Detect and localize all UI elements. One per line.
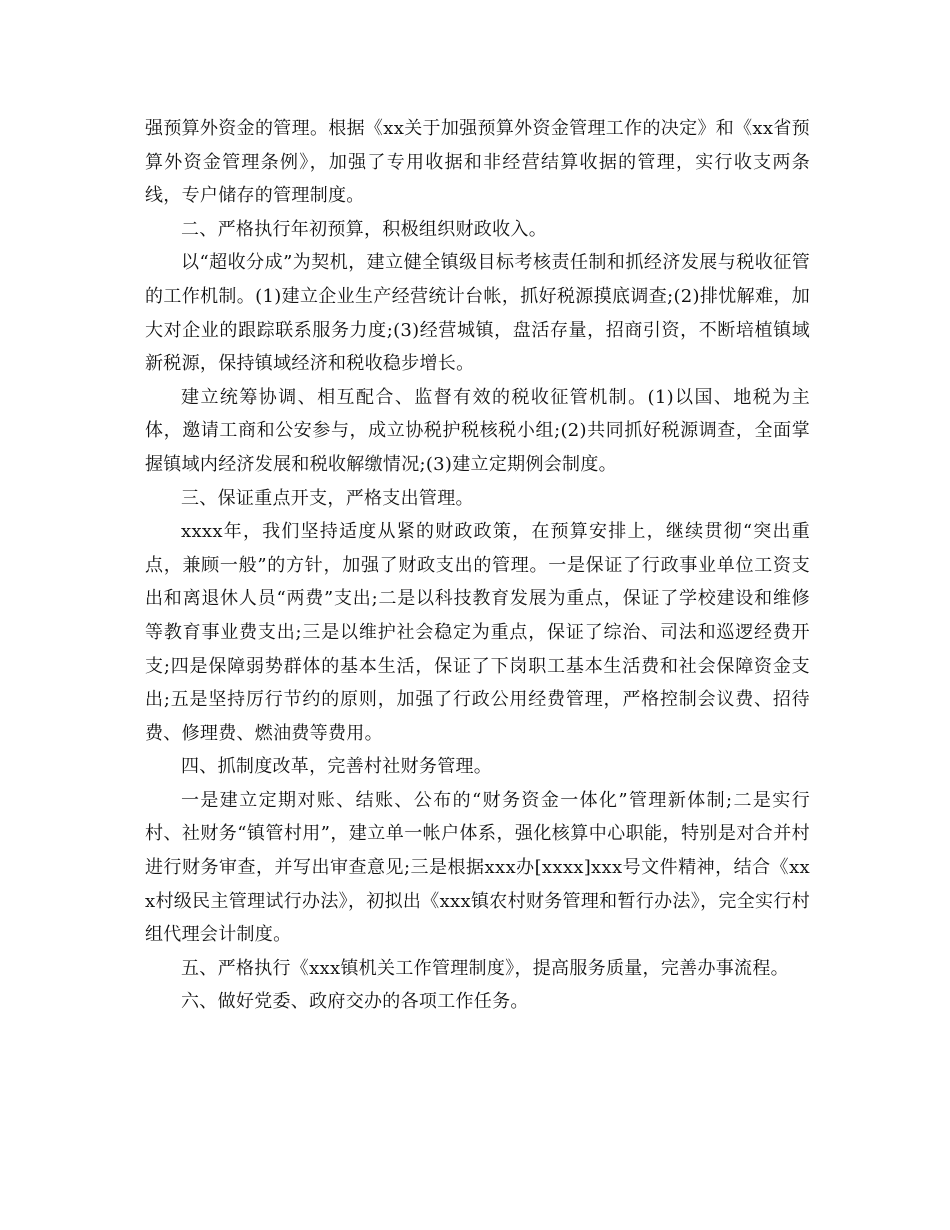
document-body [145, 112, 810, 1019]
section-heading-2: 二、严格执行年初预算，积极组织财政收入。 [181, 218, 547, 240]
paragraph: 以“超收分成”为契机，建立健全镇级目标考核责任制和抓经济发展与税收征管的工作机制。(1)建立企业生产经营统计台帐，抓好税源摸底调查;(2)排忧解难，加大对企业的跟踪联系服务力度;(3)经营城镇，盘活存量，招商引资，不断培植镇域新税源，保持镇域经济和税收稳步增长。 [145, 252, 810, 375]
paragraph: 建立统筹协调、相互配合、监督有效的税收征管机制。(1)以国、地税为主体，邀请工商和公安参与，成立协税护税核税小组;(2)共同抓好税源调查，全面掌握镇域内经济发展和税收解缴情况;(3)建立定期例会制度。 [145, 386, 810, 475]
paragraph: 一是建立定期对账、结账、公布的“财务资金一体化”管理新体制;二是实行村、社财务“镇管村用”，建立单一帐户体系，强化核算中心职能，特别是对合并村进行财务审查，并写出审查意见;三是根据xxx办[xxxx]xxx号文件精神，结合《xxx村级民主管理试行办法》，初拟出《xxx镇农村财务管理和暂行办法》，完全实行村组代理会计制度。 [145, 789, 810, 946]
section-heading-5: 五、严格执行《xxx镇机关工作管理制度》，提高服务质量，完善办事流程。 [181, 957, 789, 979]
paragraph-continued: 强预算外资金的管理。根据《xx关于加强预算外资金管理工作的决定》和《xx省预算外资金管理条例》，加强了专用收据和非经营结算收据的管理，实行收支两条线，专户储存的管理制度。 [145, 118, 810, 207]
section-heading-6: 六、做好党委、政府交办的各项工作任务。 [181, 991, 529, 1013]
section-heading-3: 三、保证重点开支，严格支出管理。 [181, 487, 474, 509]
paragraph: xxxx年，我们坚持适度从紧的财政政策，在预算安排上，继续贯彻“突出重点，兼顾一般”的方针，加强了财政支出的管理。一是保证了行政事业单位工资支出和离退休人员“两费”支出;二是以科技教育发展为重点，保证了学校建设和维修等教育事业费支出;三是以维护社会稳定为重点，保证了综治、司法和巡逻经费开支;四是保障弱势群体的基本生活，保证了下岗职工基本生活费和社会保障资金支出;五是坚持厉行节约的原则，加强了行政公用经费管理，严格控制会议费、招待费、修理费、燃油费等费用。 [145, 521, 810, 744]
section-heading-4: 四、抓制度改革，完善村社财务管理。 [181, 756, 493, 778]
